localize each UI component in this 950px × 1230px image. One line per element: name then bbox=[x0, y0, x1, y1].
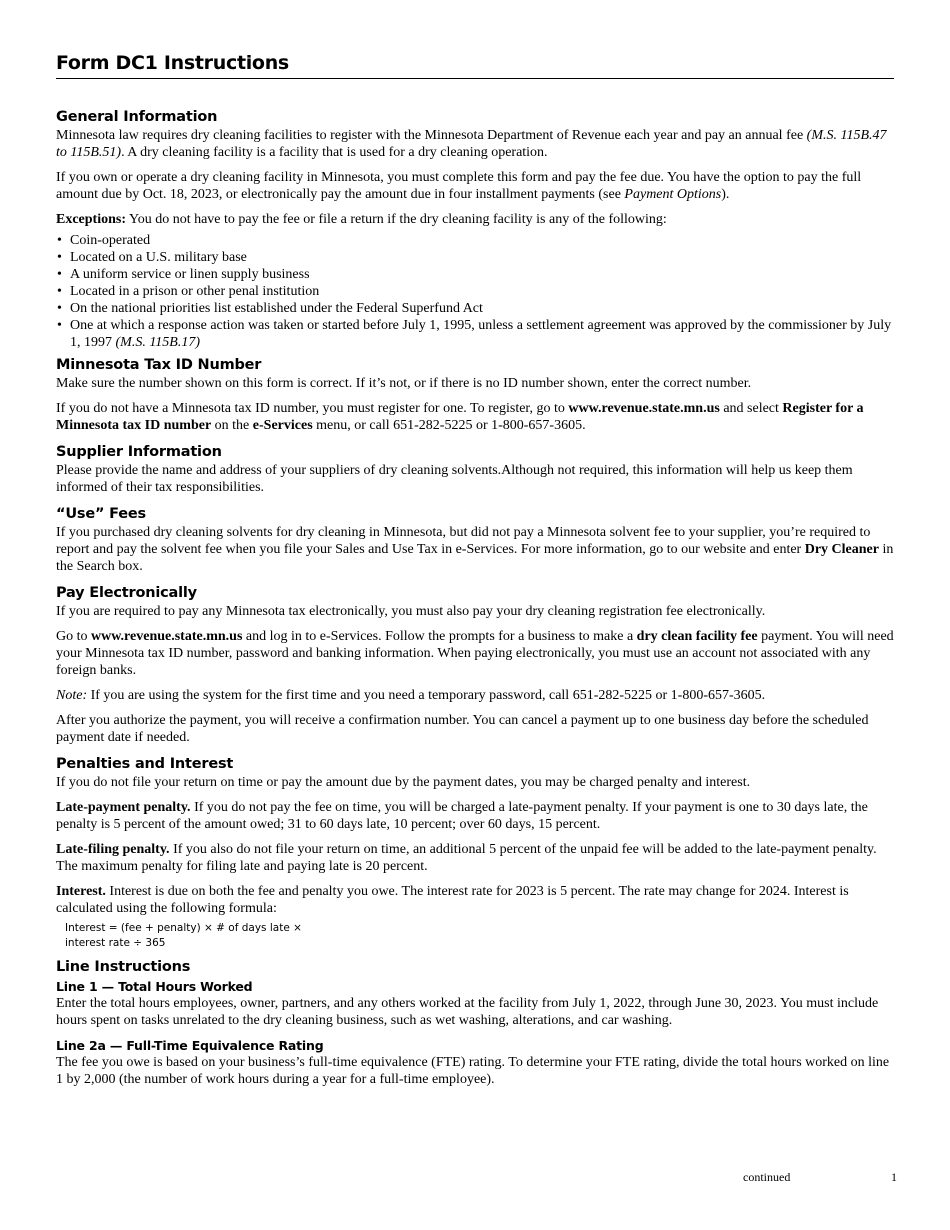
section-penalties-interest bbox=[56, 754, 894, 951]
citation: (M.S. 115B.47 to 115B.51) bbox=[56, 128, 887, 160]
list-item: • A uniform service or linen supply business bbox=[56, 266, 894, 283]
text: on the bbox=[211, 418, 253, 433]
text: If you purchased dry cleaning solvents for dry cleaning in Minnesota, but did not pay a Minnesota solvent fee to your supplier, you’re required to report and pay the solvent fee when you file your Sales and Use Tax in e-Services. For more information, go to our website and enter bbox=[56, 525, 871, 557]
formula-line: Interest = (fee + penalty) × # of days late × bbox=[65, 922, 302, 934]
text: If you do not have a Minnesota tax ID number, you must register for one. To register, go to bbox=[56, 401, 569, 416]
paragraph: After you authorize the payment, you will receive a confirmation number. You can cancel a payment up to one business day before the scheduled payment date if needed. bbox=[56, 713, 869, 745]
list-item: • On the national priorities list established under the Federal Superfund Act bbox=[56, 300, 894, 317]
section-heading: Minnesota Tax ID Number bbox=[56, 357, 262, 373]
subsection-heading: Line 1 — Total Hours Worked bbox=[56, 979, 253, 994]
section-heading: Supplier Information bbox=[56, 444, 222, 460]
note-label: Note: bbox=[56, 688, 88, 703]
list-item: • Located in a prison or other penal institution bbox=[56, 283, 894, 300]
section-heading: General Information bbox=[56, 109, 218, 125]
paragraph bbox=[56, 169, 894, 203]
list-item: • Coin-operated bbox=[56, 232, 894, 249]
paragraph bbox=[56, 524, 894, 575]
list-item: • Located on a U.S. military base bbox=[56, 249, 894, 266]
formula-line: interest rate ÷ 365 bbox=[65, 937, 166, 949]
paragraph: Please provide the name and address of your suppliers of dry cleaning solvents.Although not required, this information will help us keep them informed of their tax responsibilities. bbox=[56, 463, 853, 495]
label: Interest. bbox=[56, 884, 106, 899]
text: You do not have to pay the fee or file a return if the dry cleaning facility is any of the following: bbox=[126, 212, 667, 227]
text: Minnesota law requires dry cleaning facilities to register with the Minnesota Department of Revenue each year and pay an annual fee bbox=[56, 128, 807, 143]
paragraph bbox=[56, 841, 894, 875]
list-item bbox=[56, 317, 894, 351]
section-pay-electronically bbox=[56, 583, 894, 746]
section-heading: Line Instructions bbox=[56, 959, 191, 975]
reference: Payment Options bbox=[624, 187, 722, 202]
text: and log in to e-Services. Follow the prompts for a business to make a bbox=[242, 629, 637, 644]
paragraph bbox=[56, 211, 894, 228]
paragraph bbox=[56, 883, 894, 917]
section-general-information bbox=[56, 107, 894, 351]
section-heading: Pay Electronically bbox=[56, 585, 197, 601]
text: One at which a response action was taken or started before July 1, 1995, unless a settlement agreement was approved by the commissioner by July 1, 1997 bbox=[70, 318, 892, 350]
text: menu, or call 651-282-5225 or 1-800-657-3605. bbox=[312, 418, 586, 433]
document-content bbox=[56, 107, 894, 1096]
continued-label: continued bbox=[743, 1170, 791, 1184]
paragraph: If you are required to pay any Minnesota tax electronically, you must also pay your dry cleaning registration fee electronically. bbox=[56, 604, 766, 619]
page-number: 1 bbox=[891, 1170, 897, 1184]
search-term: Dry Cleaner bbox=[804, 542, 879, 557]
text: Go to bbox=[56, 629, 91, 644]
text: in the Search box. bbox=[56, 542, 894, 574]
paragraph bbox=[56, 628, 894, 679]
paragraph bbox=[56, 127, 894, 161]
menu-name: e-Services bbox=[252, 418, 313, 433]
website-link[interactable]: www.revenue.state.mn.us bbox=[568, 401, 720, 416]
label: Exceptions: bbox=[56, 212, 126, 227]
paragraph bbox=[56, 799, 894, 833]
text: payment. You will need your Minnesota tax ID number, password and banking information. When paying electronically, you must use an account not associated with any foreign banks. bbox=[56, 629, 894, 678]
section-heading: “Use” Fees bbox=[56, 506, 146, 522]
paragraph: If you do not file your return on time or pay the amount due by the payment dates, you may be charged penalty and interest. bbox=[56, 775, 751, 790]
subsection-heading: Line 2a — Full-Time Equivalence Rating bbox=[56, 1038, 324, 1053]
payment-type: dry clean facility fee bbox=[636, 629, 758, 644]
label: Late-filing penalty. bbox=[56, 842, 170, 857]
interest-formula bbox=[65, 921, 894, 951]
section-heading: Penalties and Interest bbox=[56, 756, 234, 772]
section-line-instructions bbox=[56, 957, 894, 1088]
section-supplier-information bbox=[56, 442, 894, 496]
text: If you also do not file your return on time, an additional 5 percent of the unpaid fee will be added to the late-payment penalty. The maximum penalty for filing late and paying late is 20 percent. bbox=[56, 842, 877, 874]
citation: (M.S. 115B.17) bbox=[115, 335, 200, 350]
section-tax-id bbox=[56, 355, 894, 434]
menu-option: Register for a Minnesota tax ID number bbox=[56, 401, 864, 433]
paragraph: Enter the total hours employees, owner, partners, and any others worked at the facility from July 1, 2022, through June 30, 2023. You must include hours spent on tasks unrelated to the dry cleaning business, such as wet washing, alterations, and car washing. bbox=[56, 996, 879, 1028]
exceptions-list bbox=[56, 232, 894, 351]
paragraph bbox=[56, 400, 894, 434]
section-use-fees bbox=[56, 504, 894, 575]
label: Late-payment penalty. bbox=[56, 800, 191, 815]
text: ). bbox=[721, 187, 730, 202]
website-link[interactable]: www.revenue.state.mn.us bbox=[91, 629, 243, 644]
text: If you do not pay the fee on time, you will be charged a late-payment penalty. If your payment is one to 30 days late, the penalty is 5 percent of the amount owed; 31 to 60 days late, 10 percent; over 60 days, 15 percent. bbox=[56, 800, 868, 832]
text: If you are using the system for the first time and you need a temporary password, call 651-282-5225 or 1-800-657-3605. bbox=[87, 688, 766, 703]
text: If you own or operate a dry cleaning facility in Minnesota, you must complete this form and pay the fee due. You have the option to pay the full amount due by Oct. 18, 2023, or electronically pay the amount due in four installment payments (see bbox=[56, 170, 862, 202]
text: . A dry cleaning facility is a facility that is used for a dry cleaning operation. bbox=[121, 145, 548, 160]
paragraph: Make sure the number shown on this form is correct. If it’s not, or if there is no ID number shown, enter the correct number. bbox=[56, 376, 752, 391]
text: Interest is due on both the fee and penalty you owe. The interest rate for 2023 is 5 percent. The rate may change for 2024. Interest is calculated using the following formula: bbox=[56, 884, 849, 916]
paragraph bbox=[56, 687, 894, 704]
text: and select bbox=[719, 401, 783, 416]
page-title: Form DC1 Instructions bbox=[56, 51, 894, 79]
paragraph: The fee you owe is based on your business’s full-time equivalence (FTE) rating. To determine your FTE rating, divide the total hours worked on line 1 by 2,000 (the number of work hours during a year for a full-time employee). bbox=[56, 1055, 890, 1087]
